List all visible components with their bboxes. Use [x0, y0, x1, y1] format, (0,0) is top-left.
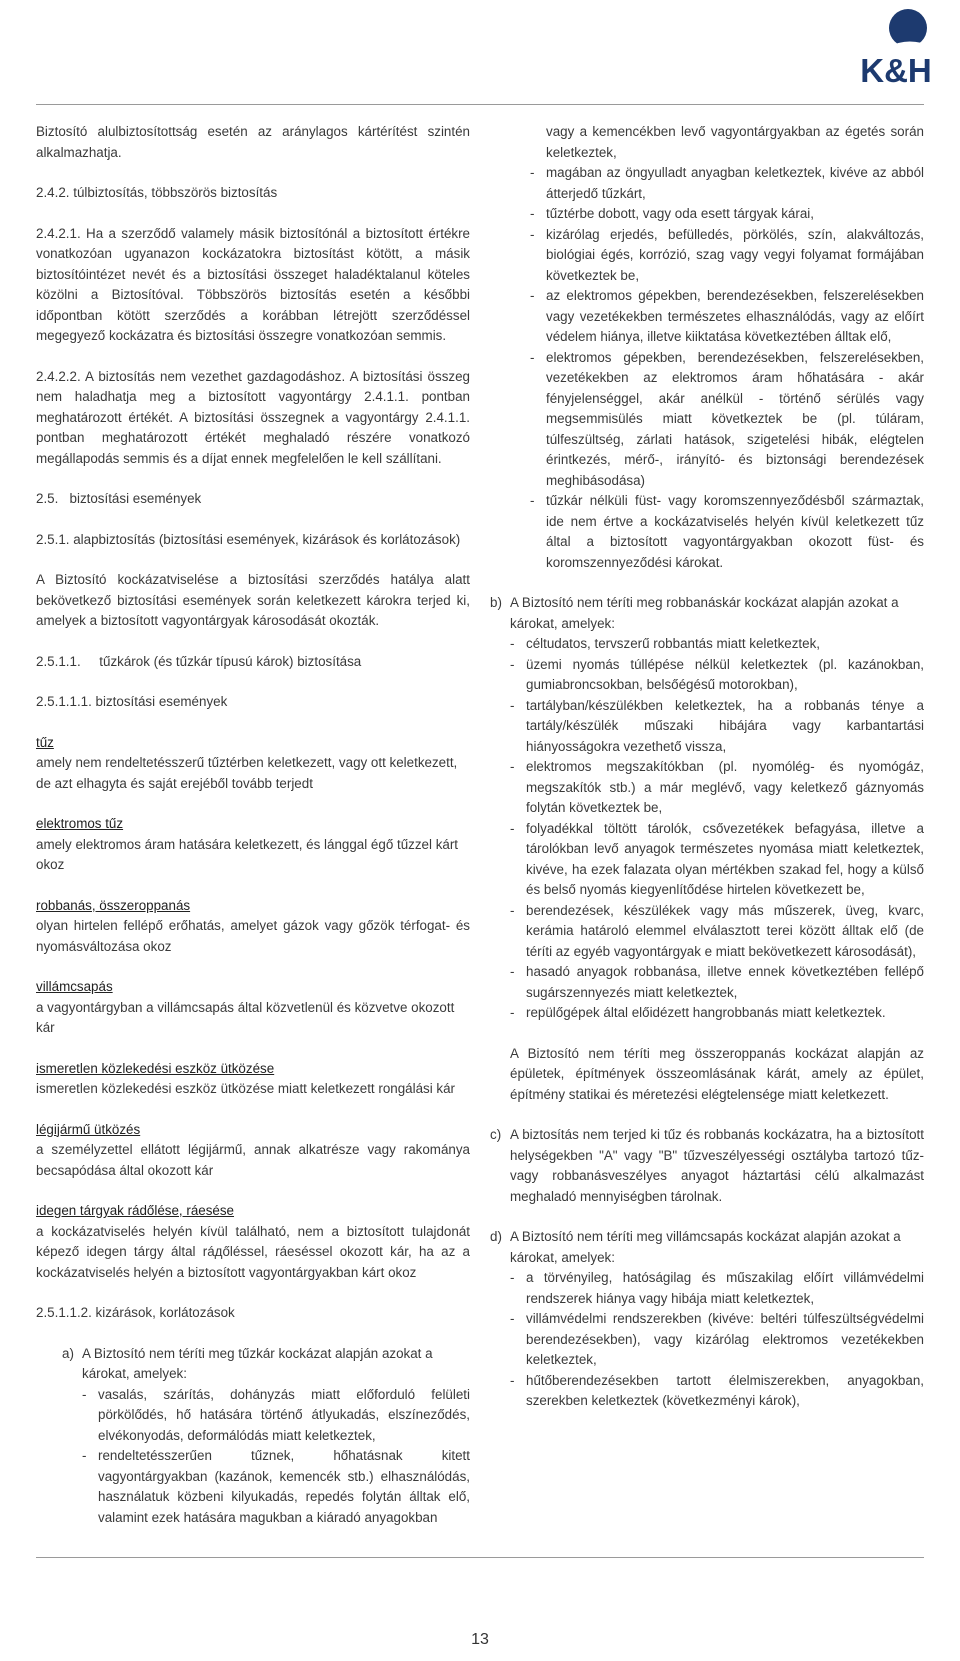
event-description: ismeretlen közlekedési eszköz ütközése miatt keletkezett rongálási kár	[36, 1081, 456, 1096]
list-item-continuation: vagy a kemencékben levő vagyontárgyakban az égetés során keletkeztek,	[546, 124, 924, 160]
event-term: ismeretlen közlekedési eszköz ütközése	[36, 1060, 275, 1076]
left-column	[36, 122, 470, 1528]
event-block	[36, 1059, 470, 1100]
kh-logo-icon	[842, 6, 942, 86]
section-heading-2-5-1: 2.5.1. alapbiztosítás (biztosítási események, kizárások és korlátozások)	[36, 531, 461, 547]
item-b-extra-paragraph: A Biztosító nem téríti meg összeroppanás kockázat alapján az épületek, építmények összeomlásának kárát, amely az épület, építmény statikai és méretezési elégtelensége miatt keletkezett.	[510, 1045, 924, 1102]
heading-number: 2.5.1.1.	[36, 653, 81, 669]
event-block	[36, 814, 470, 876]
list-item: - tűzkár nélküli füst- vagy koromszennyeződésből származtak, ide nem értve a kockázatviselés helyén kívül keletkezett tűz által a biztosított vagyontárgyakban okozott füst- és koromszennyeződési károkat.	[530, 491, 924, 573]
page-number: 13	[471, 1631, 489, 1648]
list-item: - repülőgépek által előidézett hangrobbanás miatt keletkeztek.	[510, 1003, 924, 1024]
list-item: - hűtőberendezésekben tartott élelmiszerekben, anyagokban, szerekben keletkeztek (következményi károk),	[510, 1371, 924, 1412]
item-intro: A Biztosító nem téríti meg tűzkár kockázat alapján azokat a károkat, amelyek:	[82, 1345, 433, 1381]
item-marker: a)	[62, 1345, 74, 1361]
event-term: tűz	[36, 734, 54, 750]
list-item: - villámvédelmi rendszerekben (kivéve: beltéri túlfeszültségvédelmi berendezésekben), vagy kizárólag elektromos vezetékekben keletkeztek,	[510, 1309, 924, 1371]
kh-logo	[842, 6, 942, 86]
event-term: elektromos tűz	[36, 816, 124, 831]
section-heading-2-5-1-1-2: 2.5.1.1.2. kizárások, korlátozások	[36, 1305, 235, 1320]
paragraph-2-5-1: A Biztosító kockázatviselése a biztosítási szerződés hatálya alatt bekövetkező biztosítási események során keletkezett károkra terjed ki, amelyek a biztosított vagyontárgyak károsodását okozták.	[36, 572, 470, 628]
item-intro: A Biztosító nem téríti meg villámcsapás kockázat alapján azokat a károkat, amelyek:	[510, 1229, 901, 1265]
section-heading-2-5-1-1-1: 2.5.1.1.1. biztosítási események	[36, 694, 228, 709]
header-rule	[36, 104, 924, 105]
list-item: - vasalás, szárítás, dohányzás miatt előforduló felületi pörkölődés, hő hatására történő átlyukadás, elszíneződés, elvékonyodás, deformálódás miatt keletkeztek,	[82, 1385, 470, 1447]
event-block	[36, 977, 470, 1039]
list-item: - tűztérbe dobott, vagy oda esett tárgyak kárai,	[530, 204, 924, 225]
list-item: - üzemi nyomás túllépése nélkül keletkeztek (pl. kazánokban, gumiabroncsokban, belsőégésű motorokban),	[510, 655, 924, 696]
item-list	[82, 1385, 470, 1529]
section-heading-2-4-2: 2.4.2. túlbiztosítás, többszörös biztosítás	[36, 185, 278, 200]
heading-number: 2.5.	[36, 491, 59, 506]
event-block	[36, 1201, 470, 1283]
list-item: - berendezések, készülékek vagy más műszerek, üveg, kvarc, kerámia határoló elemmel elválasztott terei között álltak elő (de téríti az egyéb vagyontárgyak e miatt bekövetkezett károsodását),	[510, 901, 924, 963]
footer-rule	[36, 1557, 924, 1558]
event-description: amely elektromos áram hatására keletkezett, és lánggal égő tűzzel kárt okoz	[36, 836, 459, 872]
item-marker: b)	[490, 595, 502, 610]
list-item: - elektromos megszakítókban (pl. nyomólég- és nyomógáz, megszakítók stb.) a már meglévő, vagy keletkező gáznyomás folytán következtek be,	[510, 757, 924, 819]
event-term: idegen tárgyak rádőlése, ráesése	[36, 1203, 235, 1218]
list-item: - elektromos gépekben, berendezésekben, felszerelésekben, vezetékekben az elektromos áram hőhatására - akár fényjelenséggel, akár anélkül - történő sérülés vagy megsemmisülés miatt következtek be (pl. túláram, túlfeszültség, zárlati hatások, szigetelési hibák, elégtelen érintkezés, mérő-, irányító- és biztonsági berendezések meghibásodása)	[530, 348, 924, 492]
intro-paragraph: Biztosító alulbiztosítottság esetén az aránylagos kártérítést szintén alkalmazhatja.	[36, 124, 470, 160]
heading-title: tűzkárok (és tűzkár típusú károk) biztosítása	[99, 653, 362, 669]
list-item: - az elektromos gépekben, berendezésekben, felszerelésekben vagy vezetékekben természetes elhasználódás, vagy az előírt védelem hiánya, illetve kiiktatása következtében álltak elő,	[530, 286, 924, 348]
right-column	[490, 122, 924, 1412]
list-item: - magában az öngyulladt anyagban keletkeztek, kivéve az abból átterjedő tűzkárt,	[530, 163, 924, 204]
item-list	[530, 163, 924, 573]
section-heading-2-5-1-1	[36, 652, 470, 673]
exclusion-item-a	[62, 1344, 470, 1529]
event-block	[36, 733, 470, 795]
event-term: légijármű ütközés	[36, 1121, 141, 1137]
list-item: - kizárólag erjedés, befülledés, pörkölés, szín, alakváltozás, biológiai égés, korrózió, szag vagy vegyi folyamat formájában következtek be,	[530, 225, 924, 287]
list-item: - tartályban/készülékben keletkeztek, ha a robbanás ténye a tartály/készülék műszaki hibájára vagy karbantartási hiányosságokra vezethető vissza,	[510, 696, 924, 758]
list-item: - céltudatos, tervszerű robbantás miatt keletkeztek,	[510, 634, 924, 655]
event-description: a kockázatviselés helyén kívül található, nem a biztosított tulajdonát képező idegen tárgy által ráдőléssel, ráeséssel okozott kár, ha az a kockázatviselés helyén a biztosított vagyontárgyakban kárt okoz	[36, 1223, 470, 1280]
item-list	[510, 634, 924, 1024]
exclusion-item-c	[490, 1125, 924, 1207]
item-marker: d)	[490, 1229, 502, 1244]
event-description: amely nem rendeltetésszerű tűztérben keletkezett, vagy ott keletkezett, de azt elhagyta és saját erejéből tovább terjedt	[36, 755, 458, 791]
event-term: villámcsapás	[36, 979, 113, 994]
exclusion-item-b	[490, 593, 924, 1105]
item-marker: c)	[490, 1127, 502, 1142]
list-item: - hasadó anyagok robbanása, illetve ennek következtében fellépő sugárszennyezés miatt keletkeztek,	[510, 962, 924, 1003]
list-item: - folyadékkal töltött tárolók, csővezetékek befagyása, illetve a tárolókban levő anyagok természetes nyomása miatt keletkeztek, kivéve, ha ezek falazata olyan mértékben szakad fel, hogy a külső és belső nyomás kiegyenlítődése hirtelen következett be,	[510, 819, 924, 901]
paragraph-2-4-2-1: 2.4.2.1. Ha a szerződő valamely másik biztosítónál a biztosított értékre vonatkozóan ugyanazon kockázatokra biztosítást kötött, a másik biztosítóintézet nevét és a biztosítási összeget haladéktalanul köteles közölni a Biztosítóval. Többszörös biztosítás esetén a későbbi időpontban kötött szerződés a korábban létrejött szerződéssel megegyező kockázatra és biztosítási összegre vonatkozóan semmis.	[36, 225, 470, 343]
item-text: A biztosítás nem terjed ki tűz és robbanás kockázatra, ha a biztosított helységekben "A" vagy "B" tűzveszélyességi osztályba tartozó tűz- vagy robbanásveszélyes anyagot háztartási célú alkalmazást meghaladó mennyiségben tárolnak.	[510, 1127, 924, 1204]
section-heading-2-5	[36, 489, 470, 510]
item-a-continuation	[510, 122, 924, 573]
item-list	[510, 1268, 924, 1412]
paragraph-2-4-2-2: 2.4.2.2. A biztosítás nem vezethet gazdagodáshoz. A biztosítási összeg nem haladhatja meg a biztosított vagyontárgy 2.4.1.1. pontban meghatározott értékét. A biztosítási összegnek a vagyontárgy 2.4.1.1. pontban meghatározott értékét meghaladó részére vonatkozó megállapodás semmis és a díjat ennek megfelelően le kell szállítani.	[36, 368, 470, 466]
event-block	[36, 896, 470, 958]
heading-title: biztosítási események	[69, 491, 202, 506]
list-item: - a törvényileg, hatóságilag és műszakilag előírt villámvédelmi rendszerek hiánya vagy hibája miatt keletkeztek,	[510, 1268, 924, 1309]
event-block	[36, 1120, 470, 1182]
item-intro: A Biztosító nem téríti meg robbanáskár kockázat alapján azokat a károkat, amelyek:	[510, 595, 899, 631]
exclusion-item-d	[490, 1227, 924, 1412]
event-description: a vagyontárgyban a villámcsapás által közvetlenül és közvetve okozott kár	[36, 999, 455, 1035]
list-item: - rendeltetésszerűen tűznek, hőhatásnak kitett vagyontárgyakban (kazánok, kemencék stb.) elhasználódás, használatuk közbeni kilyukadás, repedés folytán álltak elő, valamint ezek hatására magukban a kiáradó anyagokban	[82, 1446, 470, 1528]
event-term: robbanás, összeroppanás	[36, 897, 191, 913]
event-description: olyan hirtelen fellépő erőhatás, amelyet gázok vagy gőzök térfogat- és nyomásváltozása okoz	[36, 918, 470, 954]
logo-text: K&H	[860, 52, 932, 86]
event-description: a személyzettel ellátott légijármű, annak alkatrésze vagy rakománya becsapódása által okozott kár	[36, 1142, 470, 1178]
